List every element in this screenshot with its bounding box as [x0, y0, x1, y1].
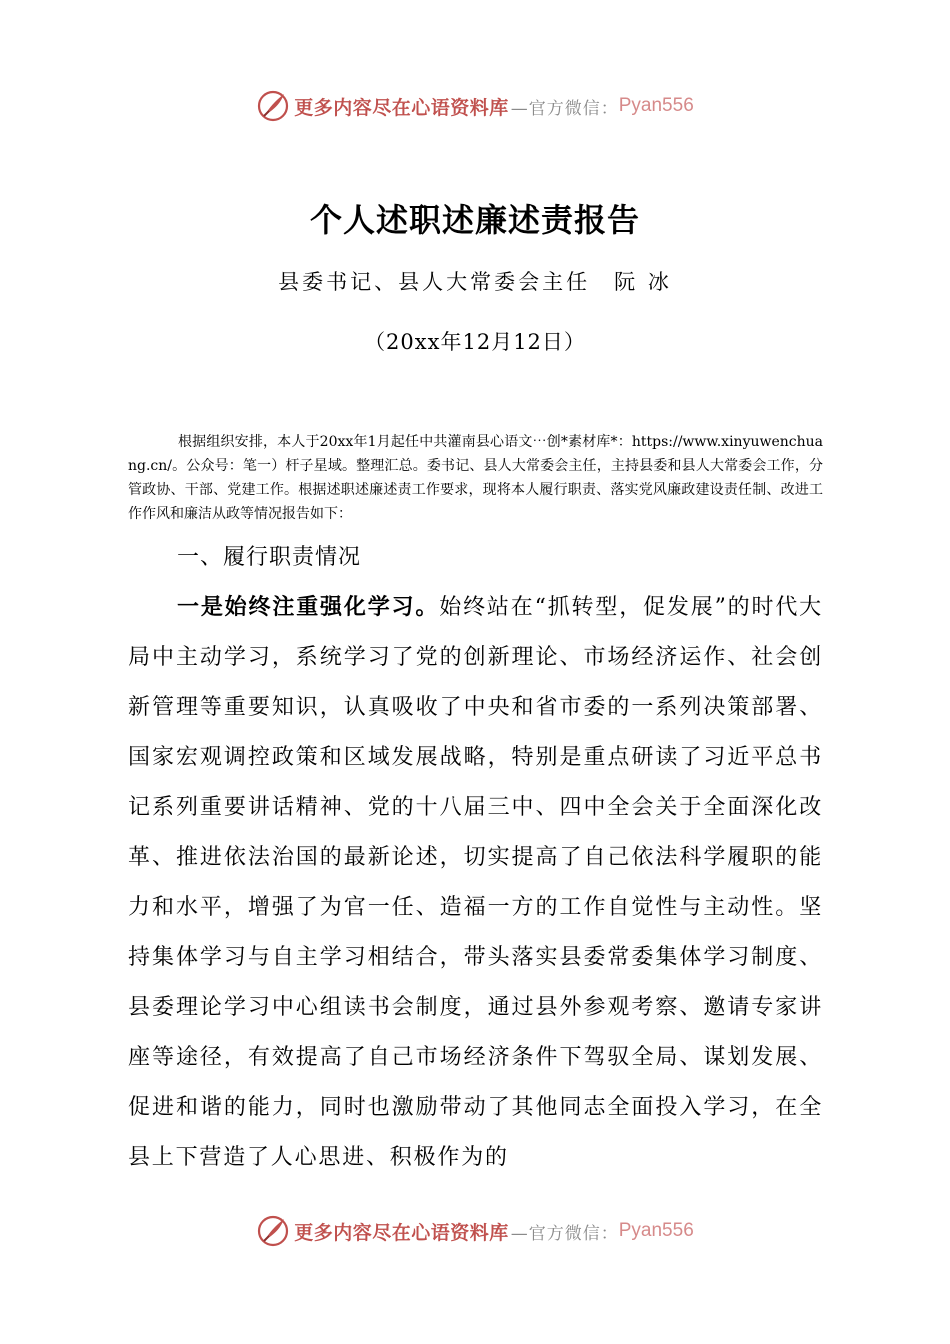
paragraph-body-text: 始终站在“抓转型，促发展”的时代大局中主动学习，系统学习了党的创新理论、市场经济运作、社会创新管理等重要知识，认真吸收了中央和省市委的一系列决策部署、国家宏观调控政策和区域发展战略，特别是重点研读了习近平总书记系列重要讲话精神、党的十八届三中、四中全会关于全面深化改革、推进依法治国的最新论述，切实提高了自己依法科学履职的能力和水平，增强了为官一任、造福一方的工作自觉性与主动性。坚持集体学习与自主学习相结合，带头落实县委常委集体学习制度、县委理论学习中心组读书会制度，通过县外参观考察、邀请专家讲座等途径，有效提高了自己市场经济条件下驾驭全局、谋划发展、促进和谐的能力，同时也激励带动了其他同志全面投入学习，在全县上下营造了人心思进、积极作为的 — [128, 595, 823, 1170]
footer-watermark — [0, 1209, 950, 1253]
watermark-wechat-id: Pyan556 — [618, 95, 694, 116]
quill-pen-logo-icon — [256, 89, 290, 123]
watermark-wechat-id: Pyan556 — [618, 1220, 694, 1241]
date-line: （20xx年12月12日） — [364, 330, 586, 354]
paragraph-lead-text: 一是始终注重强化学习。 — [177, 594, 440, 620]
quill-pen-logo-icon — [256, 1214, 290, 1248]
intro-paragraph: 根据组织安排，本人于20xx年1月起任中共灌南县心语文⋯创*素材库*：https://www.xinyuwenchuang.cn/。公众号：笔一）杆子星域。整理汇总。委书记、县人大常委会主任，主持县委和县人大常委会工作，分管政协、干部、党建工作。根据述职述廉述责工作要求，现将本人履行职责、落实党风廉政建设责任制、改进工作作风和廉洁从政等情况报告如下： — [128, 434, 823, 522]
document-title: 个人述职述廉述责报告 — [309, 201, 640, 239]
watermark-library-text: 更多内容尽在心语资料库 — [294, 1221, 509, 1244]
watermark-library-text: 更多内容尽在心语资料库 — [294, 96, 509, 119]
author-line: 县委书记、县人大常委会主任 阮 冰 — [278, 270, 672, 294]
header-watermark — [0, 84, 950, 128]
watermark-wechat-label: —官方微信： — [510, 1223, 619, 1244]
watermark-wechat-label: —官方微信： — [510, 98, 619, 119]
section-heading: 一、履行职责情况 — [177, 545, 362, 570]
body-paragraph — [128, 582, 823, 1183]
